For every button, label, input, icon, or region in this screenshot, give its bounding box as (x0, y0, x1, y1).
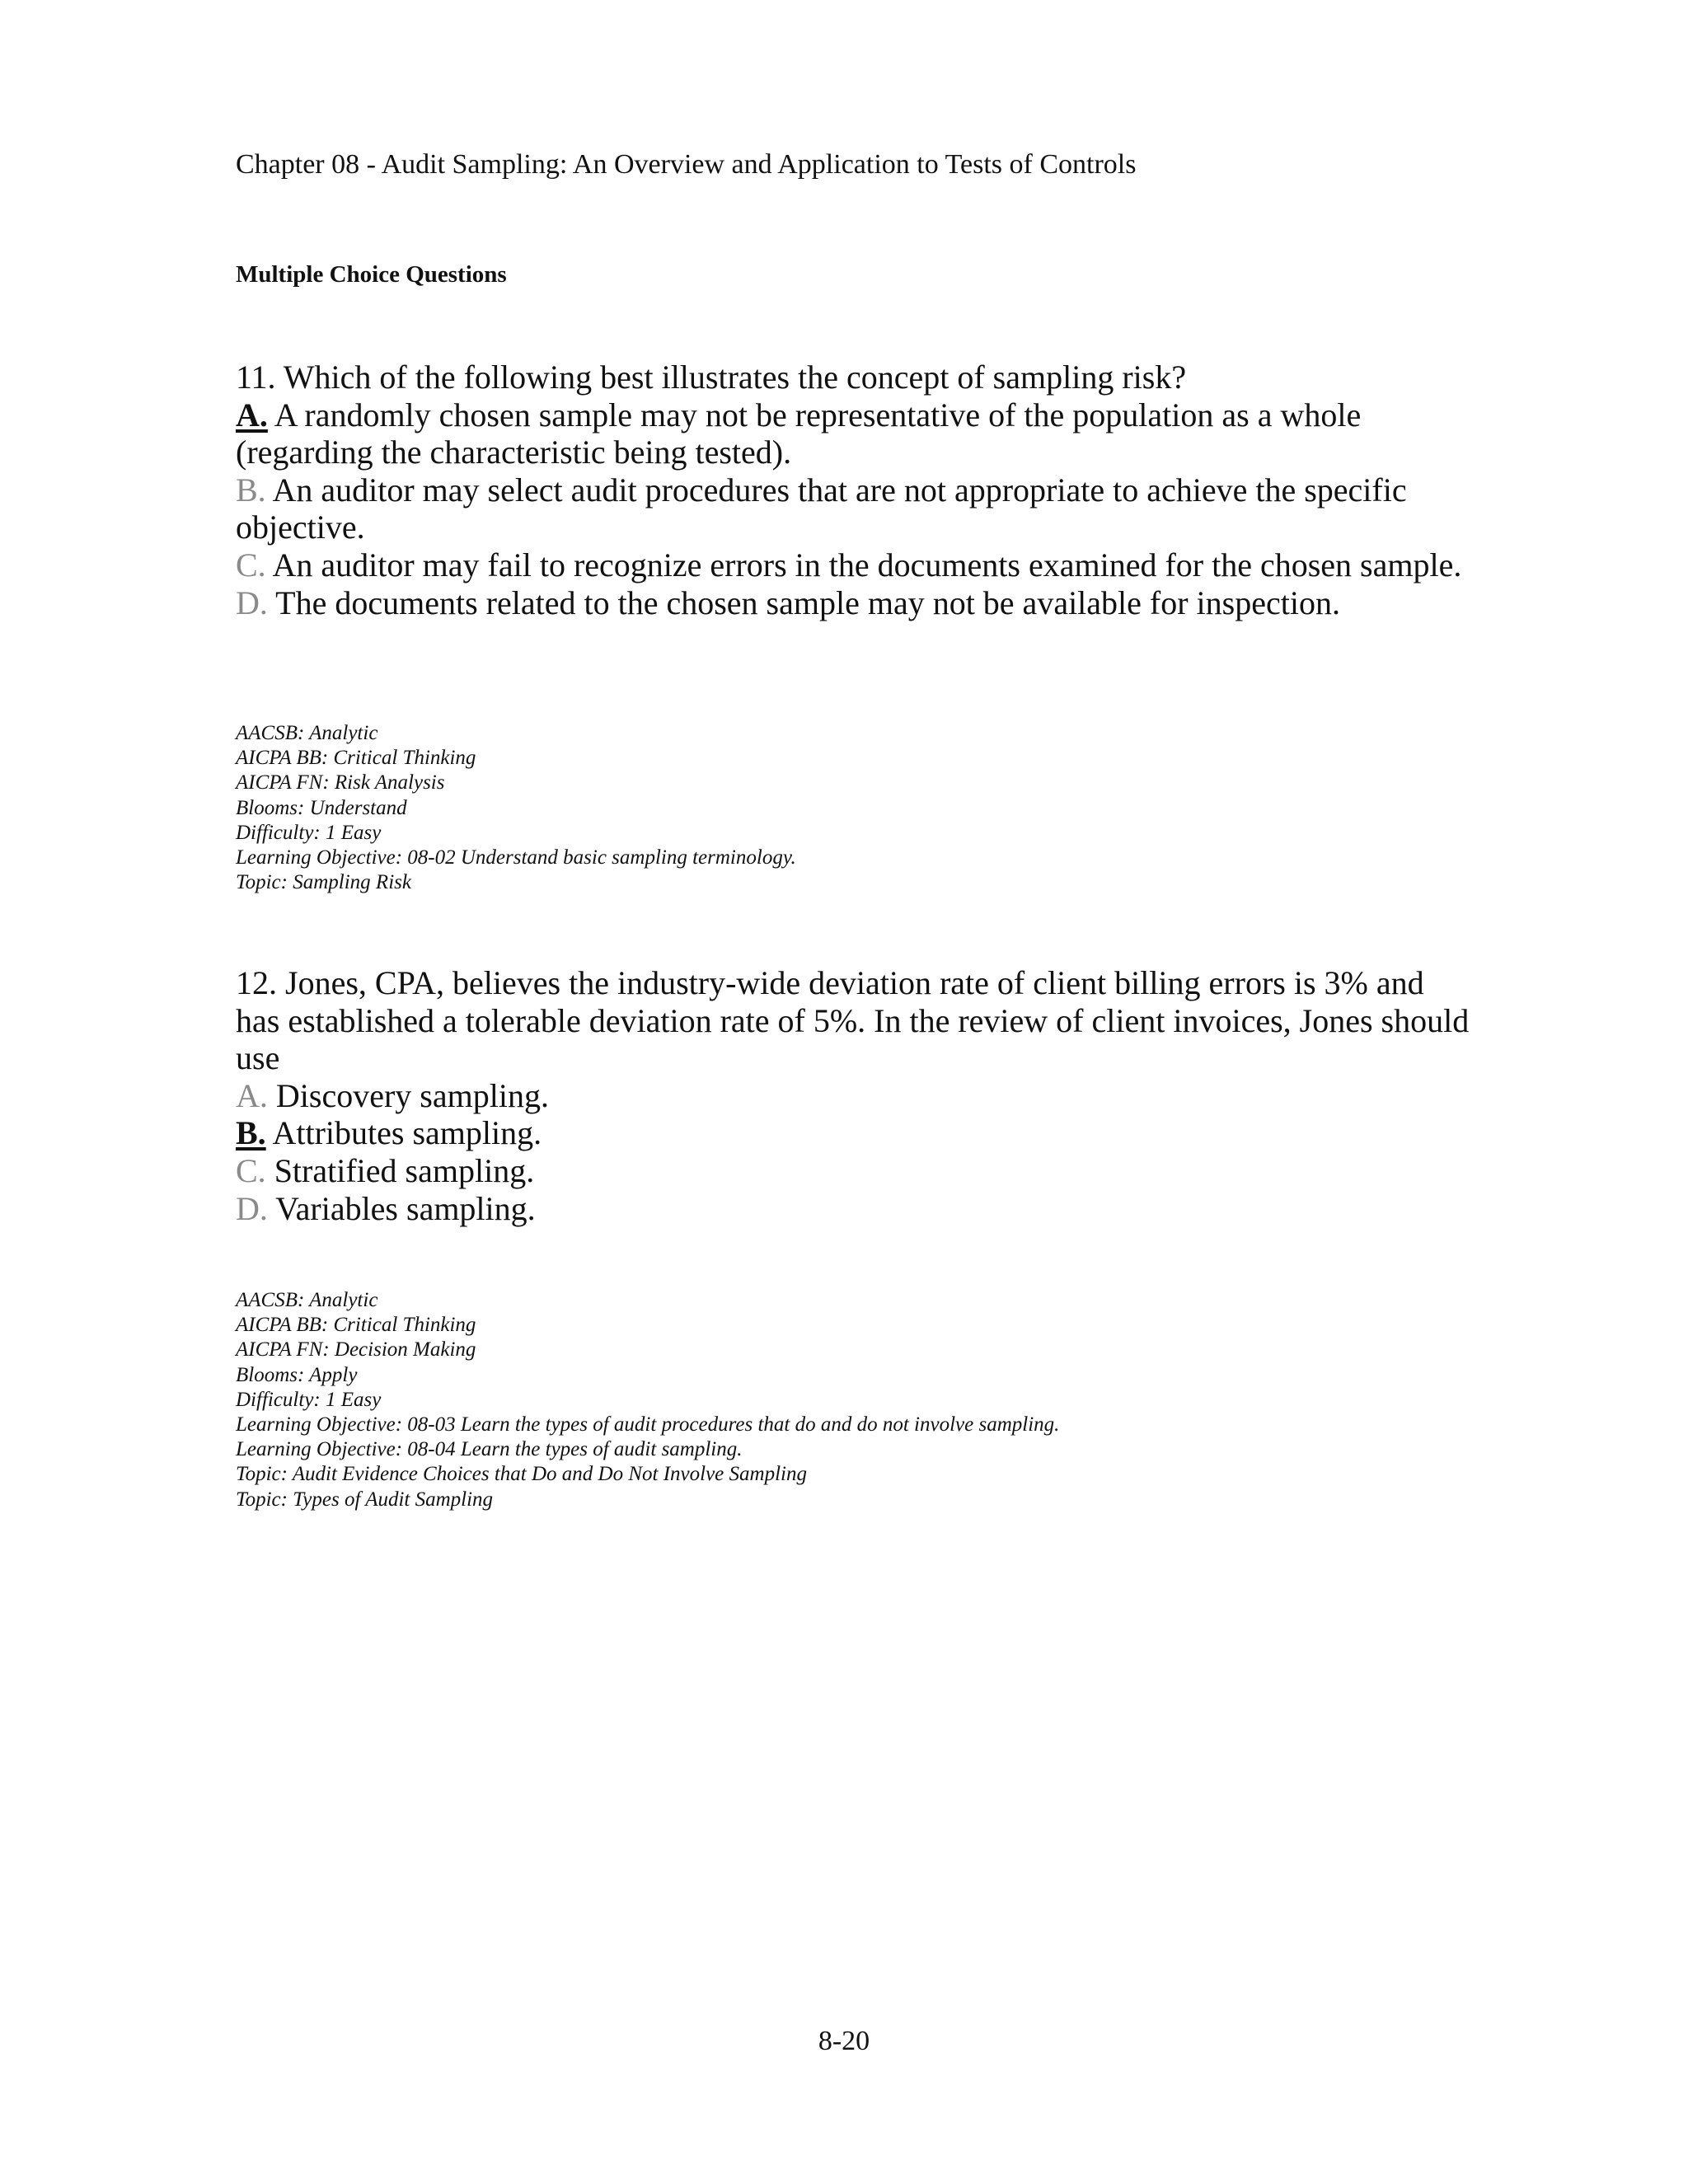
option-c (236, 546, 1472, 584)
option-text: The documents related to the chosen sample may not be available for inspection. (275, 583, 1340, 621)
option-a (236, 396, 1472, 471)
option-text: Attributes sampling. (272, 1114, 542, 1152)
section-title: Multiple Choice Questions (236, 261, 507, 288)
metadata-line: Difficulty: 1 Easy (236, 821, 382, 844)
question-11-metadata (236, 721, 796, 895)
option-letter-correct: B. (236, 1114, 266, 1152)
option-text: Variables sampling. (275, 1189, 536, 1227)
metadata-line: AICPA FN: Risk Analysis (236, 771, 445, 794)
option-letter: C. (236, 1151, 266, 1189)
question-stem: 11. Which of the following best illustrates the concept of sampling risk? (236, 359, 1187, 396)
metadata-line: Learning Objective: 08-03 Learn the types of audit procedures that do and do not involve sampling. (236, 1413, 1060, 1436)
metadata-line: Blooms: Apply (236, 1363, 358, 1386)
metadata-line: Difficulty: 1 Easy (236, 1388, 382, 1411)
metadata-line: AICPA BB: Critical Thinking (236, 747, 476, 770)
option-letter-correct: A. (236, 396, 268, 434)
option-letter: D. (236, 1189, 268, 1227)
metadata-line: Topic: Types of Audit Sampling (236, 1488, 494, 1511)
question-12 (236, 964, 1472, 1227)
option-c (236, 1152, 1472, 1190)
metadata-line: AACSB: Analytic (236, 1289, 378, 1311)
option-text: Discovery sampling. (275, 1076, 549, 1114)
option-d (236, 1190, 1472, 1228)
metadata-line: Blooms: Understand (236, 796, 407, 819)
metadata-line: AACSB: Analytic (236, 722, 378, 744)
metadata-line: Topic: Sampling Risk (236, 871, 411, 894)
metadata-line: AICPA BB: Critical Thinking (236, 1314, 476, 1337)
metadata-line: Learning Objective: 08-02 Understand basic sampling terminology. (236, 846, 796, 869)
question-stem: 12. Jones, CPA, believes the industry-wide deviation rate of client billing errors is 3% and has established a tolerable deviation rate of 5%. In the review of client invoices, Jones should use (236, 964, 1470, 1077)
option-text: An auditor may select audit procedures that are not appropriate to achieve the specific objective. (236, 471, 1407, 546)
chapter-title: Chapter 08 - Audit Sampling: An Overview and Application to Tests of Controls (236, 149, 1137, 180)
option-b (236, 1114, 1472, 1152)
page-number: 8-20 (818, 2026, 870, 2056)
option-d (236, 584, 1472, 622)
question-11 (236, 359, 1472, 621)
option-b (236, 471, 1472, 546)
option-text: An auditor may fail to recognize errors in the documents examined for the chosen sample. (272, 546, 1462, 583)
option-letter: B. (236, 471, 266, 509)
option-letter: D. (236, 583, 268, 621)
option-text: A randomly chosen sample may not be representative of the population as a whole (regarding the characteristic being tested). (236, 396, 1362, 471)
metadata-line: Topic: Audit Evidence Choices that Do and Do Not Involve Sampling (236, 1463, 807, 1486)
option-letter: A. (236, 1076, 268, 1114)
option-letter: C. (236, 546, 266, 583)
question-12-metadata (236, 1288, 1059, 1512)
option-a (236, 1077, 1472, 1115)
metadata-line: AICPA FN: Decision Making (236, 1338, 476, 1361)
metadata-line: Learning Objective: 08-04 Learn the types of audit sampling. (236, 1438, 743, 1461)
option-text: Stratified sampling. (274, 1151, 535, 1189)
